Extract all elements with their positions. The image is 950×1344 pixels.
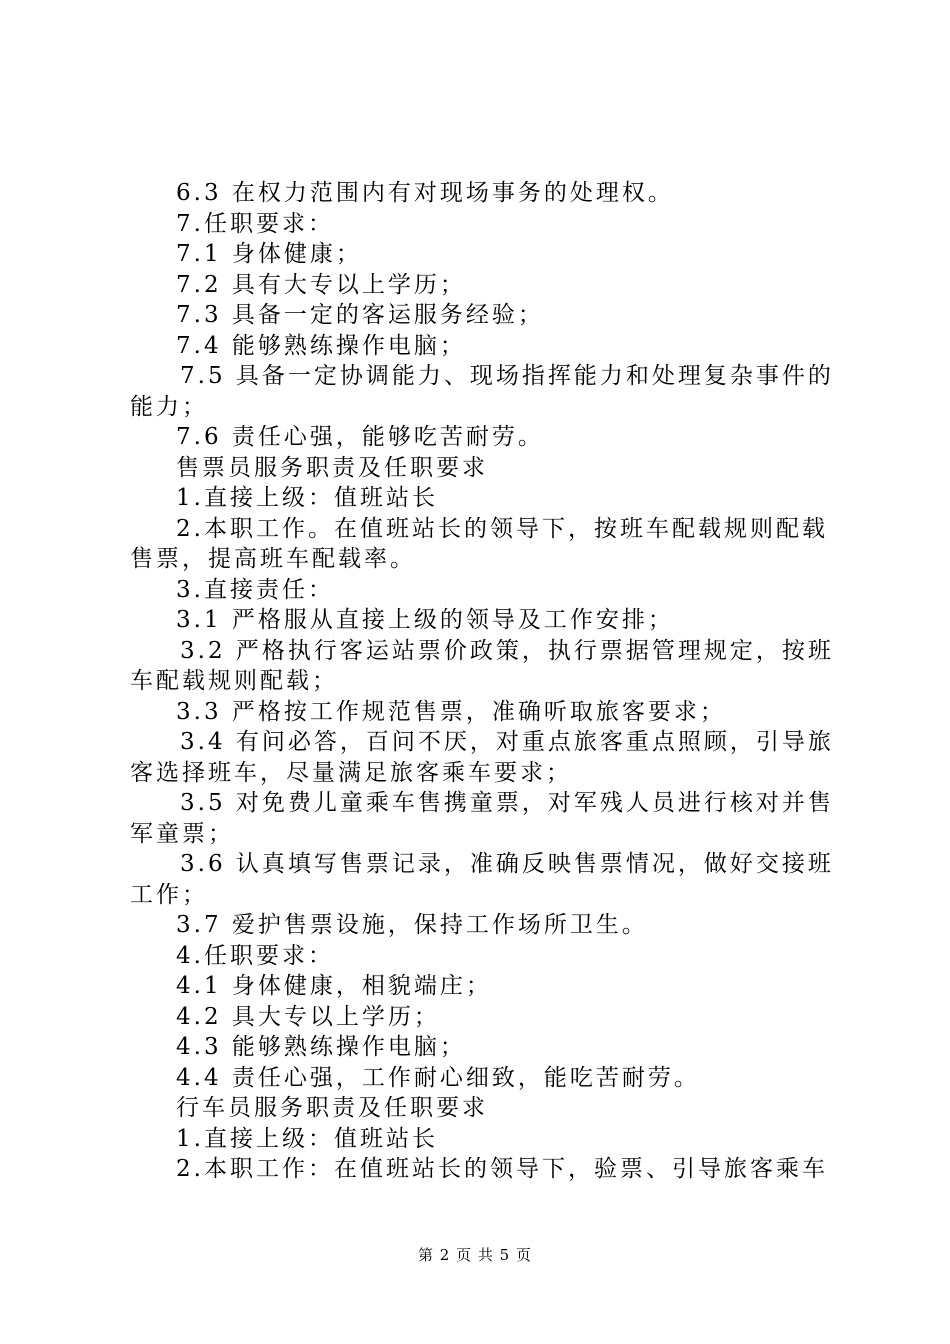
text-line: 1.直接上级：值班站长 bbox=[176, 485, 438, 511]
section-heading: 行车员服务职责及任职要求 bbox=[176, 1095, 488, 1121]
text-line: 工作； bbox=[130, 881, 208, 908]
text-line: 4.2 具大专以上学历； bbox=[176, 1003, 440, 1030]
text-line: 3.3 严格按工作规范售票，准确听取旅客要求； bbox=[176, 698, 726, 725]
text-line: 3.4 有问必答，百问不厌，对重点旅客重点照顾，引导旅 bbox=[180, 729, 834, 755]
text-line: 2.本职工作。在值班站长的领导下，按班车配载规则配载 bbox=[176, 515, 828, 542]
text-line: 能力； bbox=[130, 393, 208, 420]
text-line: 2.本职工作：在值班站长的领导下，验票、引导旅客乘车 bbox=[176, 1156, 828, 1182]
text-line: 3.7 爱护售票设施，保持工作场所卫生。 bbox=[176, 912, 648, 938]
text-line: 4.4 责任心强，工作耐心细致，能吃苦耐劳。 bbox=[176, 1064, 700, 1091]
text-line: 7.任职要求： bbox=[176, 210, 334, 237]
text-line: 7.5 具备一定协调能力、现场指挥能力和处理复杂事件的 bbox=[180, 363, 834, 389]
document-body bbox=[130, 178, 834, 1185]
text-line: 3.1 严格服从直接上级的领导及工作安排； bbox=[176, 607, 674, 633]
page-footer: 第 2 页 共 5 页 bbox=[418, 1246, 532, 1264]
text-line: 7.3 具备一定的客运服务经验； bbox=[176, 302, 544, 328]
section-heading: 售票员服务职责及任职要求 bbox=[176, 454, 488, 481]
text-line: 3.5 对免费儿童乘车售携童票，对军残人员进行核对并售 bbox=[180, 790, 834, 816]
text-line: 6.3 在权力范围内有对现场事务的处理权。 bbox=[176, 180, 674, 206]
text-line: 军童票； bbox=[130, 820, 234, 847]
text-line: 7.6 责任心强，能够吃苦耐劳。 bbox=[176, 424, 544, 450]
text-line: 3.6 认真填写售票记录，准确反映售票情况，做好交接班 bbox=[180, 851, 834, 877]
text-line: 3.2 严格执行客运站票价政策，执行票据管理规定，按班 bbox=[180, 637, 834, 664]
text-line: 4.1 身体健康，相貌端庄； bbox=[176, 973, 492, 999]
text-line: 4.3 能够熟练操作电脑； bbox=[176, 1034, 466, 1060]
text-line: 4.任职要求： bbox=[176, 942, 334, 969]
text-line: 7.2 具有大专以上学历； bbox=[176, 271, 466, 298]
text-line: 车配载规则配载； bbox=[130, 668, 338, 694]
text-line: 7.4 能够熟练操作电脑； bbox=[176, 332, 466, 359]
text-line: 7.1 身体健康； bbox=[176, 241, 362, 267]
text-line: 客选择班车，尽量满足旅客乘车要求； bbox=[130, 759, 572, 786]
text-line: 售票，提高班车配载率。 bbox=[130, 546, 416, 572]
text-line: 3.直接责任： bbox=[176, 576, 334, 603]
text-line: 1.直接上级：值班站长 bbox=[176, 1125, 438, 1152]
